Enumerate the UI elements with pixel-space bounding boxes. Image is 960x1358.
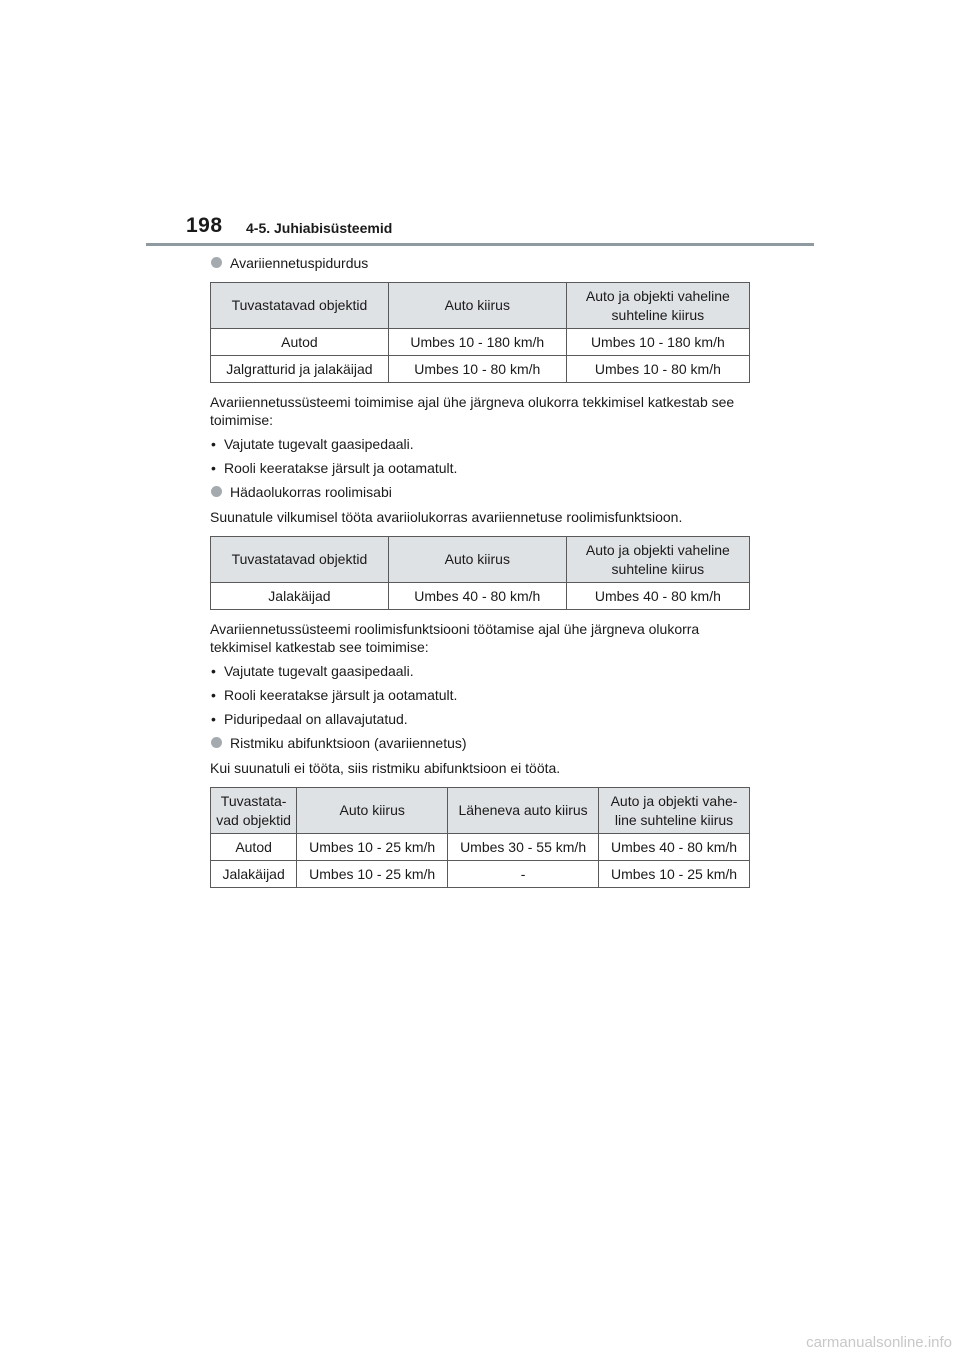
table-cell: Autod <box>211 834 297 861</box>
list-bullet: • <box>211 687 216 703</box>
page-content <box>210 252 750 898</box>
site-watermark: carmanualsonline.info <box>806 1334 952 1351</box>
table-cell: - <box>448 861 599 888</box>
table-header-row <box>211 283 750 329</box>
section-heading-emergency-braking: Avariiennetuspidurdus <box>210 254 750 272</box>
table-header-cell: Auto kiirus <box>297 788 448 834</box>
bullet-dot-icon <box>211 257 222 268</box>
intersection-speed-table <box>210 787 750 888</box>
table-row <box>211 834 750 861</box>
table-header-cell: Auto kiirus <box>388 537 566 583</box>
table-row <box>211 583 750 610</box>
table-cell: Umbes 30 - 55 km/h <box>448 834 599 861</box>
table-header-cell: Auto kiirus <box>388 283 566 329</box>
section-title: 4-5. Juhiabisüsteemid <box>246 220 393 236</box>
list-bullet: • <box>211 436 216 452</box>
table-cell: Umbes 10 - 25 km/h <box>297 861 448 888</box>
intersection-intro-paragraph: Kui suunatuli ei tööta, siis ristmiku abifunktsioon ei tööta. <box>210 760 561 776</box>
table-header-row <box>211 788 750 834</box>
table-cell: Umbes 40 - 80 km/h <box>388 583 566 610</box>
table-row <box>211 356 750 383</box>
table-row <box>211 329 750 356</box>
list-bullet: • <box>211 663 216 679</box>
section-heading-emergency-steering: Hädaolukorras roolimisabi <box>210 483 750 501</box>
braking-speed-table <box>210 282 750 383</box>
table-header-row <box>211 537 750 583</box>
list-item: • Rooli keeratakse järsult ja ootamatult. <box>211 460 458 476</box>
table-cell: Umbes 10 - 25 km/h <box>599 861 750 888</box>
table-cell: Jalakäijad <box>211 861 297 888</box>
braking-cancel-paragraph: Avariiennetussüsteemi toimimise ajal ühe järgneva olukorra tekkimisel katkestab see toimimise: <box>210 394 735 428</box>
table-cell: Umbes 40 - 80 km/h <box>599 834 750 861</box>
list-bullet: • <box>211 711 216 727</box>
steering-intro-paragraph: Suunatule vilkumisel tööta avariiolukorras avariiennetuse roolimisfunktsioon. <box>210 509 683 525</box>
table-cell: Autod <box>211 329 389 356</box>
list-item: • Rooli keeratakse järsult ja ootamatult. <box>211 687 458 703</box>
table-header-cell: Tuvastata-vad objektid <box>211 788 297 834</box>
table-header-cell: Auto ja objekti vaheline suhteline kiirus <box>566 537 749 583</box>
bullet-dot-icon <box>211 737 222 748</box>
table-header-cell: Läheneva auto kiirus <box>448 788 599 834</box>
table-cell: Jalgratturid ja jalakäijad <box>211 356 389 383</box>
table-cell: Umbes 10 - 25 km/h <box>297 834 448 861</box>
table-header-cell: Tuvastatavad objektid <box>211 283 389 329</box>
table-cell: Umbes 10 - 80 km/h <box>388 356 566 383</box>
bullet-dot-icon <box>211 486 222 497</box>
table-cell: Umbes 40 - 80 km/h <box>566 583 749 610</box>
table-header-cell: Auto ja objekti vaheline suhteline kiirus <box>566 283 749 329</box>
table-cell: Jalakäijad <box>211 583 389 610</box>
table-cell: Umbes 10 - 180 km/h <box>566 329 749 356</box>
section-heading-intersection-assist: Ristmiku abifunktsioon (avariiennetus) <box>210 734 750 752</box>
table-cell: Umbes 10 - 80 km/h <box>566 356 749 383</box>
table-row <box>211 861 750 888</box>
list-item: • Piduripedaal on allavajutatud. <box>211 711 408 727</box>
page-number: 198 <box>186 214 223 237</box>
steering-cancel-paragraph: Avariiennetussüsteemi roolimisfunktsiooni töötamise ajal ühe järgneva olukorra tekkimisel katkestab see toimimise: <box>210 621 700 655</box>
table-header-cell: Auto ja objekti vahe-line suhteline kiirus <box>599 788 750 834</box>
header-divider <box>146 243 814 246</box>
list-bullet: • <box>211 460 216 476</box>
steering-speed-table <box>210 536 750 610</box>
list-item: • Vajutate tugevalt gaasipedaali. <box>211 436 414 452</box>
table-header-cell: Tuvastatavad objektid <box>211 537 389 583</box>
list-item: • Vajutate tugevalt gaasipedaali. <box>211 663 414 679</box>
table-cell: Umbes 10 - 180 km/h <box>388 329 566 356</box>
